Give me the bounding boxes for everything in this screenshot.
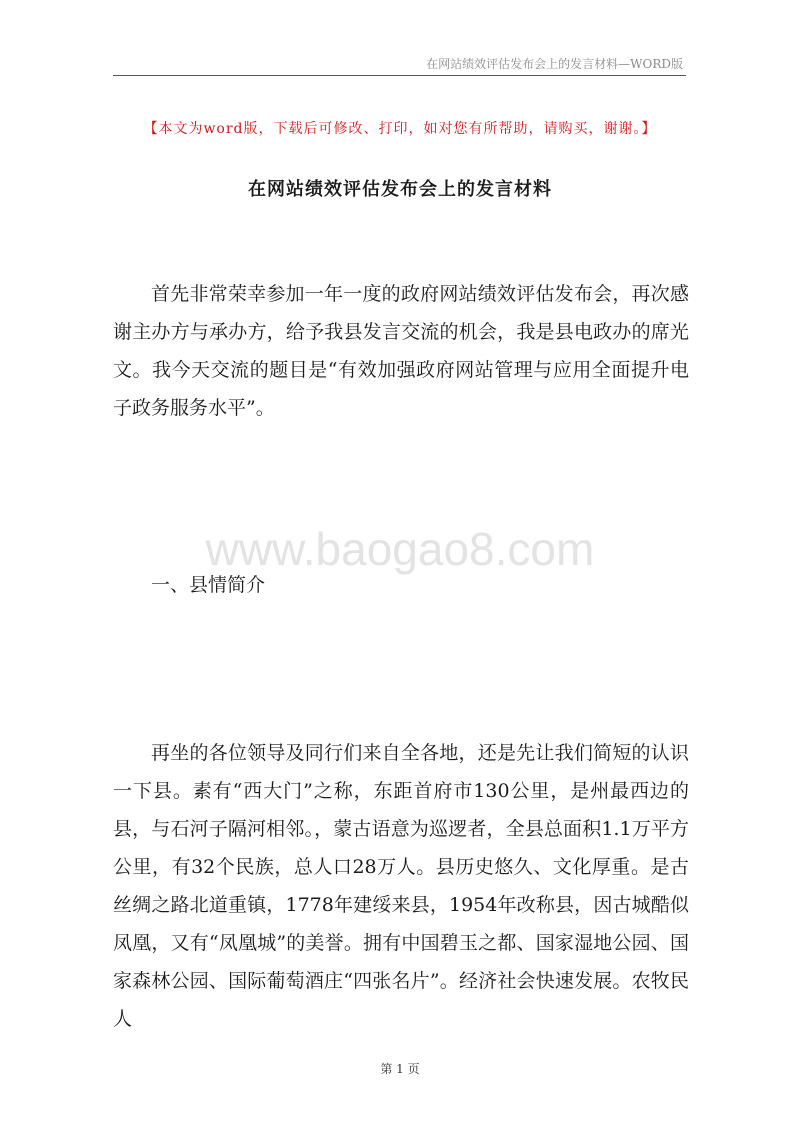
page-number: 第 1 页	[380, 1062, 420, 1076]
document-title: 在网站绩效评估发布会上的发言材料	[248, 179, 552, 200]
running-header: 在网站绩效评估发布会上的发言材料—WORD版	[426, 57, 683, 71]
header-divider	[113, 75, 686, 76]
section-heading: 一、县情简介	[151, 574, 266, 596]
paragraph-intro: 首先非常荣幸参加一年一度的政府网站绩效评估发布会，再次感谢主办方与承办方，给予我县发言交流的机会，我是县电政办的席光文。我今天交流的题目是“有效加强政府网站管理与应用全面提升电子政务服务水平”。	[113, 283, 689, 419]
download-notice: 【本文为word版，下载后可修改、打印，如对您有所帮助，请购买，谢谢。】	[143, 121, 657, 137]
paragraph-county-info: 再坐的各位领导及同行们来自全各地，还是先让我们简短的认识一下县。素有“西大门”之称，东距首府市130公里，是州最西边的县，与石河子隔河相邻。，蒙古语意为巡逻者，全县总面积1.1万平方公里，有32个民族，总人口28万人。县历史悠久、文化厚重。是古丝绸之路北道重镇，1778年建绥来县，1954年改称县，因古城酷似凤凰，又有“凤凰城”的美誉。拥有中国碧玉之都、国家湿地公园、国家森林公园、国际葡萄酒庄“四张名片”。经济社会快速发展。农牧民人	[113, 742, 689, 1030]
watermark: www.baogao8.com	[205, 523, 595, 575]
